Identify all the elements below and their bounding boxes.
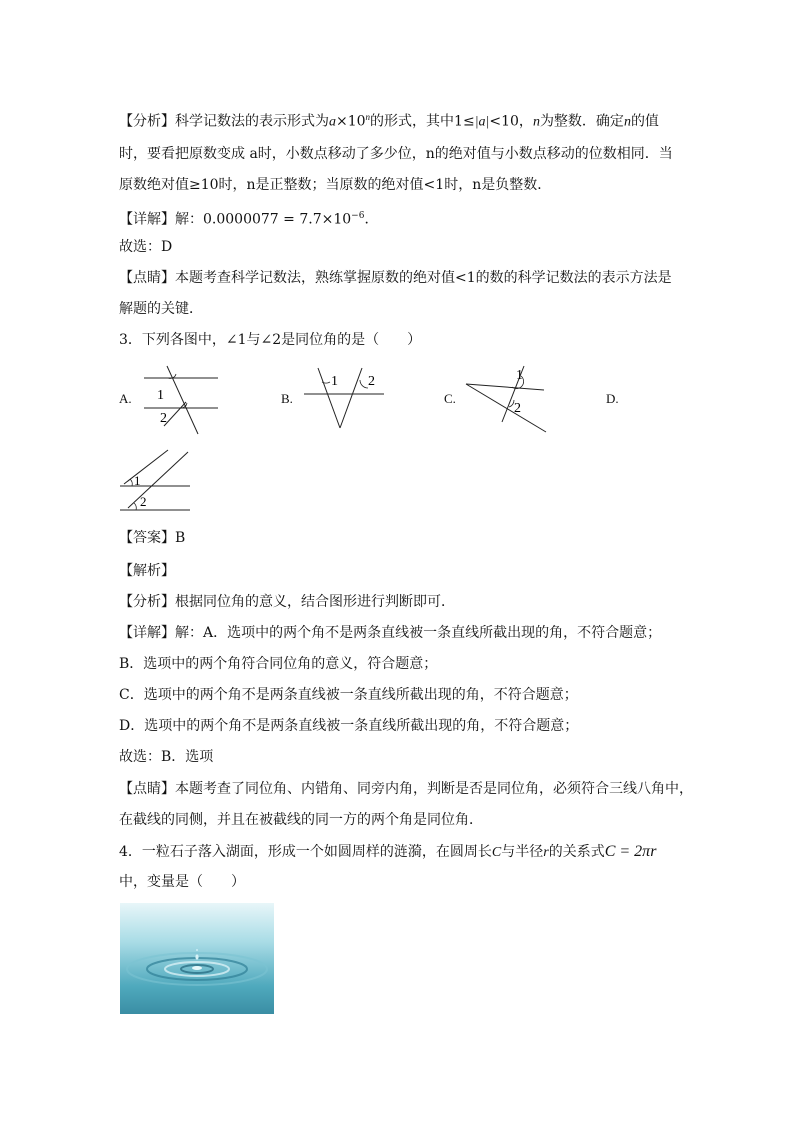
- angle-2-label: 2: [514, 401, 521, 416]
- angle-2-label: 2: [140, 494, 147, 509]
- comment-line-2b: 在截线的同侧，并且在被截线的同一方的两个角是同位角．: [119, 812, 483, 828]
- ripple-rings: [120, 903, 274, 1014]
- answer-line: 【答案】B: [119, 530, 186, 546]
- angle-1-label: 1: [134, 473, 141, 488]
- option-d-explanation: D．选项中的两个角不是两条直线被一条直线所截出现的角，不符合题意；: [119, 718, 579, 734]
- option-c-label: C.: [444, 391, 456, 406]
- question-4-line-2: 中，变量是（ ）: [119, 874, 245, 890]
- angle-2-label: 2: [368, 374, 375, 389]
- figure-c: [462, 362, 550, 436]
- choice-line-1: 故选：D: [119, 239, 173, 255]
- detail-line-2: 【详解】解：A．选项中的两个角不是两条直线被一条直线所截出现的角，不符合题意；: [119, 625, 662, 641]
- detail-line-1: 【详解】解：$0.0000077 = 7.7\times 10^{-6}$．: [119, 211, 379, 228]
- option-b-label: B.: [281, 391, 293, 406]
- figure-b: [300, 364, 386, 430]
- question-3: 3．下列各图中，∠1与∠2是同位角的是（ ）: [119, 332, 422, 348]
- analysis-line: 【分析】根据同位角的意义，结合图形进行判断即可．: [119, 594, 455, 610]
- angle-1-label: 1: [516, 368, 523, 383]
- option-a-label: A.: [119, 391, 132, 406]
- angle-1-label: 1: [331, 374, 338, 389]
- comment-line-1a: 【点睛】本题考查科学记数法，熟练掌握原数的绝对值<1的数的科学记数法的表示方法是: [119, 270, 672, 286]
- water-ripple-image: [120, 903, 274, 1014]
- choice-line-2: 故选：B．选项: [119, 749, 214, 765]
- figure-d: [118, 448, 194, 514]
- angle-2-label: 2: [160, 411, 167, 426]
- comment-line-1b: 解题的关键．: [119, 301, 203, 317]
- analysis-line-1: 【分析】科学记数法的表示形式为$a\times 10^n$的形式，其中1≤|a|<10，n为整数．确定n的值: [119, 112, 659, 130]
- question-4-line-1: 4．一粒石子落入湖面，形成一个如圆周样的涟漪，在圆周长C与半径r的关系式C = 2πr: [119, 843, 657, 860]
- analysis-heading: 【解析】: [119, 563, 175, 579]
- option-b-explanation: B．选项中的两个角符合同位角的意义，符合题意；: [119, 656, 438, 672]
- option-d-label: D.: [606, 391, 619, 406]
- analysis-line-2: 时，要看把原数变成 a时，小数点移动了多少位，n的绝对值与小数点移动的位数相同．当: [119, 146, 673, 162]
- analysis-line-3: 原数绝对值≥10时，n是正整数；当原数的绝对值<1时，n是负整数．: [119, 177, 552, 193]
- option-c-explanation: C．选项中的两个角不是两条直线被一条直线所截出现的角，不符合题意；: [119, 687, 578, 703]
- comment-line-2a: 【点睛】本题考查了同位角、内错角、同旁内角，判断是否是同位角，必须符合三线八角中，: [119, 781, 693, 797]
- angle-1-label: 1: [157, 388, 164, 403]
- figure-a: [138, 362, 222, 438]
